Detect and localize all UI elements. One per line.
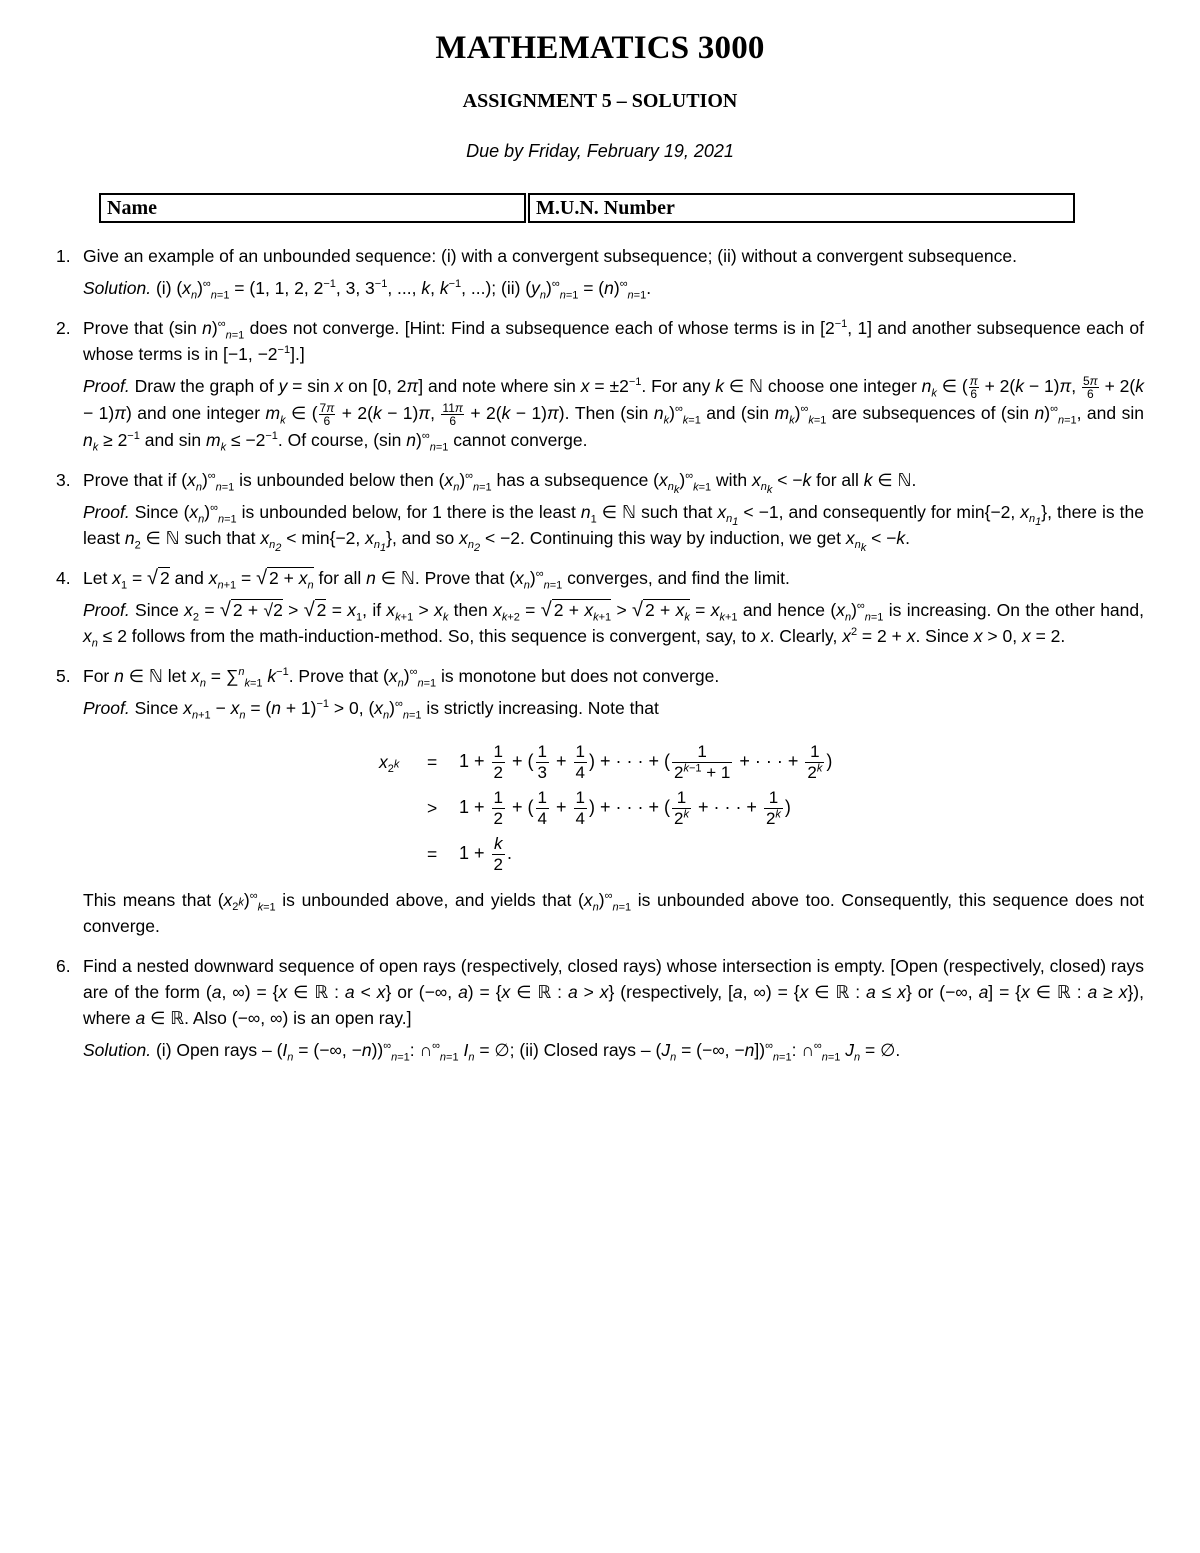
proof-lead: Proof.	[83, 376, 130, 396]
problem-solution: Solution. (i) Open rays – ($I_n$ = (−∞, $-n))^\infty_{n=1}$: $\cap^\infty_{n=1}$ $I_n$ = ∅; (ii) Closed rays – ($J_n$ = (−∞, $-n])^\infty_{n=1}$: $\cap^\infty_{n=1}$ $J_n$ = ∅.	[83, 1039, 901, 1064]
problem-solution: Proof. Since $x_{n+1} - x_n = (n + 1)^{-1} > 0$, $(x_n)^\infty_{n=1}$ is strictly increasing. Note that	[83, 697, 659, 722]
problem-6	[56, 953, 1144, 1063]
problem-list	[56, 243, 1144, 1077]
problem-statement: Prove that (sin $n)^\infty_{n=1}$ does not converge. [Hint: Find a subsequence each of whose terms is in [$2^{-1}$, 1] and another subsequence each of whose terms is in [−1, $-2^{-1}$].]	[83, 318, 1144, 364]
problem-1	[56, 243, 1144, 301]
solution-lead: Solution.	[83, 1039, 152, 1060]
problem-statement: Give an example of an unbounded sequence: (i) with a convergent subsequence; (ii) without a convergent subsequence.	[83, 246, 1017, 266]
problem-number: 3.	[56, 469, 71, 490]
problem-conclusion: This means that $(x_{2^k})^\infty_{k=1}$ is unbounded above, and yields that $(x_n)^\infty_{n=1}$ is unbounded above too. Consequently, this sequence does not converge.	[83, 889, 1144, 936]
assignment-title: ASSIGNMENT 5 – SOLUTION	[462, 90, 738, 112]
problem-solution: Proof. Draw the graph of y = sin x on [0, 2π] and note where $\sin x = \pm 2^{-1}$. For any k ∈ ℕ choose one integer $n_k$ ∈ ( $\frac{\pi}{6}$ + 2(k − 1)π, $\frac{5\pi}{6}$ + 2(k − 1)π) and one integer $m_k$ ∈ ( $\frac{7\pi}{6}$ + 2(k − 1)π, $\frac{11\pi}{6}$ + 2(k − 1)π). Then (sin $n_k)^\infty_{k=1}$ and (sin $m_k)^\infty_{k=1}$ are subsequences of (sin $n)^\infty_{n=1}$, and $\sin n_k \ge 2^{-1}$ and $\sin m_k \le -2^{-1}$. Of course, (sin $n)^\infty_{n=1}$ cannot converge.	[83, 373, 1144, 454]
proof-lead: Proof.	[83, 501, 130, 522]
equation-row: $x_{2^k}$ = 1 + $\frac{1}{2}$ + ( $\frac{1}{3}$ + $\frac{1}{4}$ ) + · · · + ( $\frac{1}{2^{k-1} + 1}$ + · · · + $\frac{1}{2^k}$ )	[379, 741, 833, 782]
problem-statement: For n ∈ ℕ let $x_n = \sum^n_{k=1}$ $k^{-1}$. Prove that $(x_n)^\infty_{n=1}$ is monotone but does not converge.	[83, 665, 720, 690]
mun-number-field-label: M.U.N. Number	[528, 193, 1075, 223]
name-field-label: Name	[99, 193, 526, 223]
problem-statement: Let $x_1$ = √ 2 and $x_{n+1}$ = √ $2 + x_n$ for all n ∈ ℕ. Prove that $(x_n)^\infty_{n=1}$ converges, and find the limit.	[83, 566, 790, 592]
problem-4	[56, 565, 1144, 649]
problem-number: 1.	[56, 246, 71, 266]
problem-statement: Prove that if $(x_n)^\infty_{n=1}$ is unbounded below then $(x_n)^\infty_{n=1}$ has a subsequence $(x_{n_k})^\infty_{k=1}$ with $x_{n_k} < -k$ for all k ∈ ℕ.	[83, 469, 917, 497]
problem-solution: Proof. Since $x_2$ = √ 2 + √2 > √ $2 = x_1$, if $x_{k+1} > x_k$ then $x_{k+2}$ = √ $2 + x_{k+1}$ > √ $2 + x_k = x_{k+1}$ and hence $(x_n)^\infty_{n=1}$ is increasing. On the other hand, $x_n \le 2$ follows from the math-induction-method. So, this sequence is convergent, say, to x. Clearly, $x^2 = 2 + x$. Since x > 0, x = 2.	[83, 598, 1144, 650]
problem-solution: Solution. (i) $(x_n)^\infty_{n=1} = (1$, 1, 2, $2^{-1}$, 3, $3^{-1}$, ..., k, $k^{-1}$, ...); (ii) $(y_n)^\infty_{n=1} = (n)^\infty_{n=1}$.	[83, 278, 652, 302]
problem-number: 5.	[56, 665, 71, 686]
problem-2	[56, 315, 1144, 453]
problem-number: 2.	[56, 318, 71, 338]
problem-3	[56, 467, 1144, 555]
problem-solution: Proof. Since $(x_n)^\infty_{n=1}$ is unbounded below, for 1 there is the least $n_1$ ∈ ℕ such that $x_{n_1} < -1$, and consequently for min{−2, $x_{n_1}$}, there is the least $n_2$ ∈ ℕ such that $x_{n_2} < \min\{-2$, $x_{n_1}$}, and so $x_{n_2} < -2$. Continuing this way by induction, we get $x_{n_k} < -k$.	[83, 501, 1144, 555]
proof-lead: Proof.	[83, 697, 130, 718]
equation-row: > 1 + $\frac{1}{2}$ + ( $\frac{1}{4}$ + $\frac{1}{4}$ ) + · · · + ( $\frac{1}{2^k}$ + · · · + $\frac{1}{2^k}$ )	[427, 787, 791, 828]
problem-statement: Find a nested downward sequence of open rays (respectively, closed rays) whose intersection is empty. [Open (respectively, closed) rays are of the form (a, ∞) = {x ∈ ℝ : a < x} or (−∞, a) = {x ∈ ℝ : a > x} (respectively, [a, ∞) = {x ∈ ℝ : a ≤ x} or (−∞, a] = {x ∈ ℝ : a ≥ x}), where a ∈ ℝ. Also (−∞, ∞) is an open ray.]	[83, 955, 1144, 1028]
solution-lead: Solution.	[83, 278, 152, 298]
problem-5	[56, 663, 1144, 939]
equation-row: = 1 + $\frac{k}{2}$ .	[427, 833, 513, 874]
due-date: Due by Friday, February 19, 2021	[466, 141, 734, 161]
display-equation	[83, 739, 1144, 874]
course-title: MATHEMATICS 3000	[435, 30, 765, 66]
problem-number: 4.	[56, 567, 71, 588]
problem-number: 6.	[56, 955, 71, 976]
proof-lead: Proof.	[83, 599, 130, 620]
